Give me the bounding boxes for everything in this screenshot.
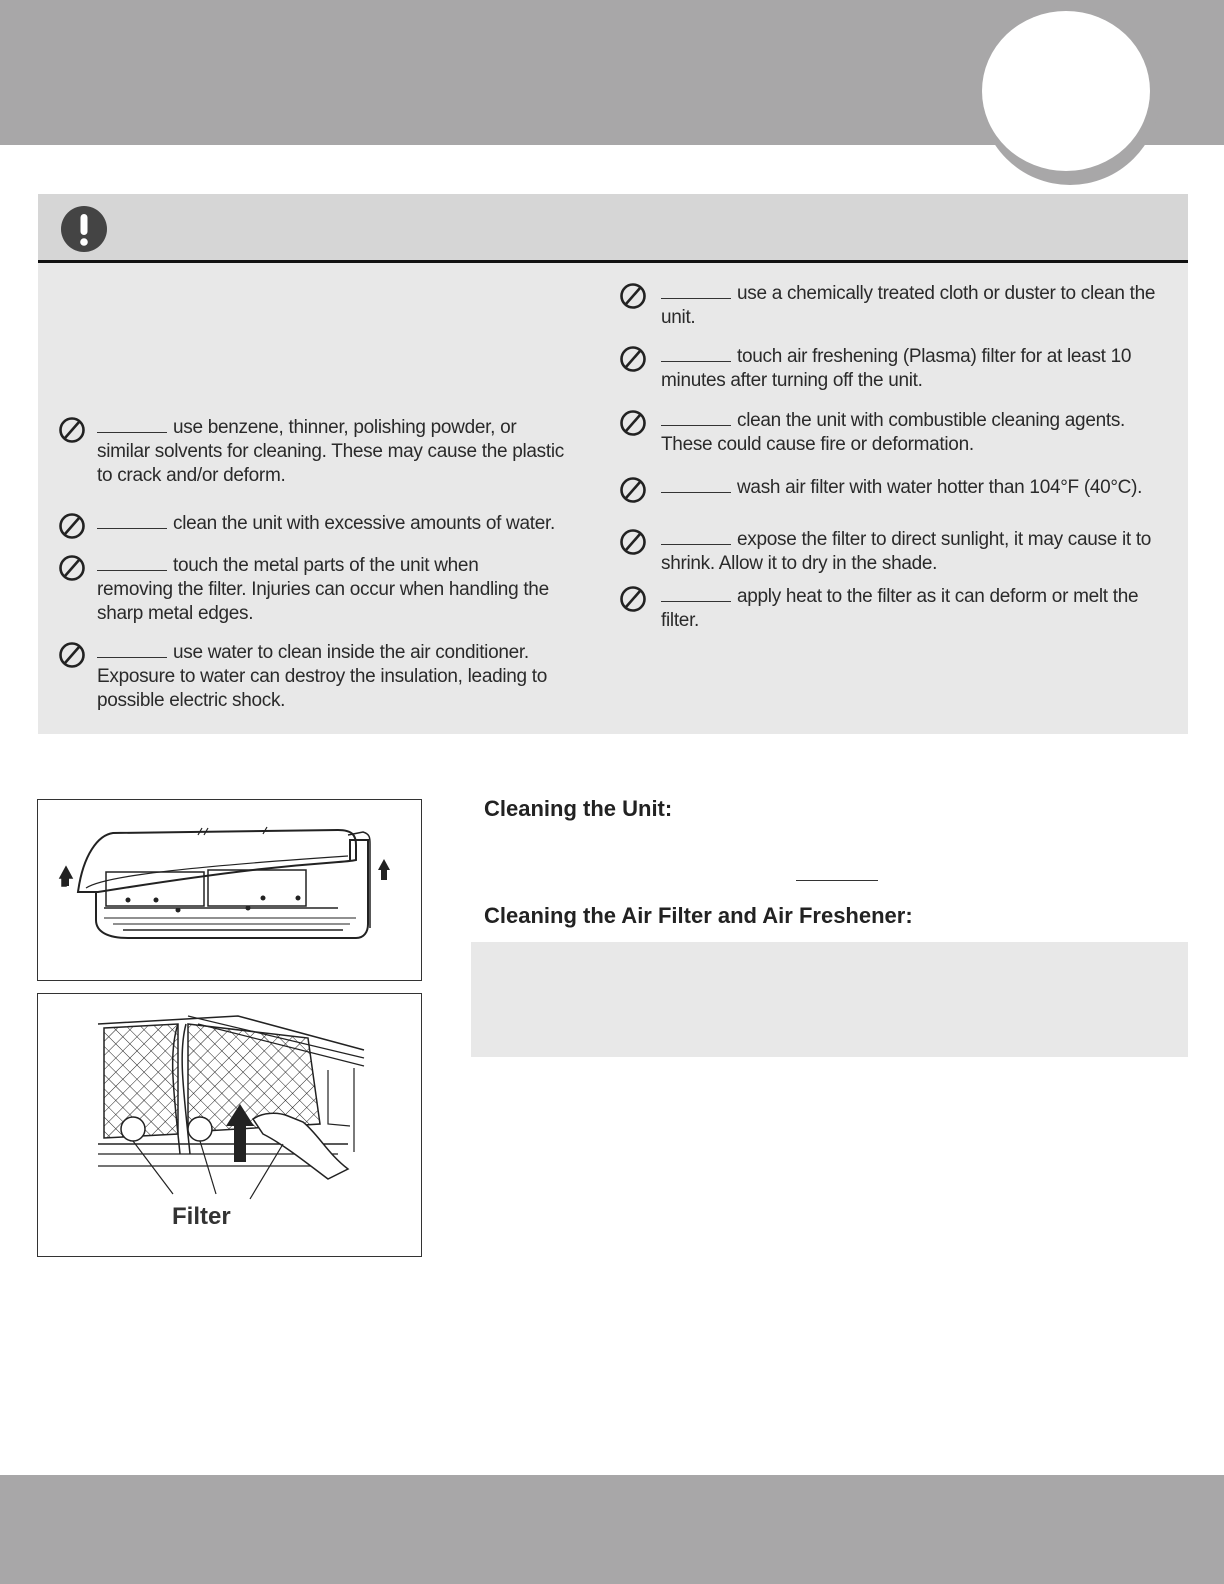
warning-item: clean the unit with combustible cleaning agents. These could cause fire or deformation. xyxy=(619,409,1159,457)
footer-band xyxy=(0,1475,1224,1584)
prohibited-icon xyxy=(619,585,647,613)
warning-item: use water to clean inside the air conditioner. Exposure to water can destroy the insulation, leading to possible electric shock. xyxy=(58,641,558,713)
blank-line xyxy=(661,345,731,362)
heading-cleaning-filter: Cleaning the Air Filter and Air Freshener: xyxy=(484,903,913,928)
page-number-badge-inner xyxy=(982,11,1150,171)
warning-item: expose the filter to direct sunlight, it may cause it to shrink. Allow it to dry in the shade. xyxy=(619,528,1159,576)
prohibited-icon xyxy=(58,641,86,669)
blank-line xyxy=(661,585,731,602)
prohibited-icon xyxy=(619,409,647,437)
blank-line xyxy=(97,512,167,529)
prohibited-icon xyxy=(58,416,86,444)
blank-line xyxy=(796,880,878,881)
prohibited-icon xyxy=(619,282,647,310)
prohibited-icon xyxy=(619,345,647,373)
prohibited-icon xyxy=(58,512,86,540)
blank-line xyxy=(661,282,731,299)
warning-item: use benzene, thinner, polishing powder, or similar solvents for cleaning. These may cause the plastic to crack and/or deform. xyxy=(58,416,568,488)
blank-line xyxy=(661,476,731,493)
blank-line xyxy=(97,641,167,658)
warning-item: use a chemically treated cloth or duster to clean the unit. xyxy=(619,282,1159,330)
exclamation-icon xyxy=(60,205,108,253)
warning-item: clean the unit with excessive amounts of water. xyxy=(58,512,578,536)
blank-line xyxy=(97,554,167,571)
caution-header xyxy=(38,194,1188,263)
warning-item: apply heat to the filter as it can deform or melt the filter. xyxy=(619,585,1159,633)
heading-cleaning-unit: Cleaning the Unit: xyxy=(484,796,673,821)
prohibited-icon xyxy=(619,528,647,556)
blank-line xyxy=(661,528,731,545)
blank-line xyxy=(97,416,167,433)
filter-label: Filter xyxy=(172,1203,231,1230)
note-panel xyxy=(471,942,1188,1057)
unit-panel-illustration xyxy=(38,800,421,980)
prohibited-icon xyxy=(619,476,647,504)
figure-open-panel xyxy=(37,799,422,981)
warning-item: touch air freshening (Plasma) filter for at least 10 minutes after turning off the unit. xyxy=(619,345,1159,393)
warning-item: touch the metal parts of the unit when removing the filter. Injuries can occur when handling the sharp metal edges. xyxy=(58,554,558,626)
warning-item: wash air filter with water hotter than 104°F (40°C). xyxy=(619,476,1189,500)
prohibited-icon xyxy=(58,554,86,582)
blank-line xyxy=(661,409,731,426)
